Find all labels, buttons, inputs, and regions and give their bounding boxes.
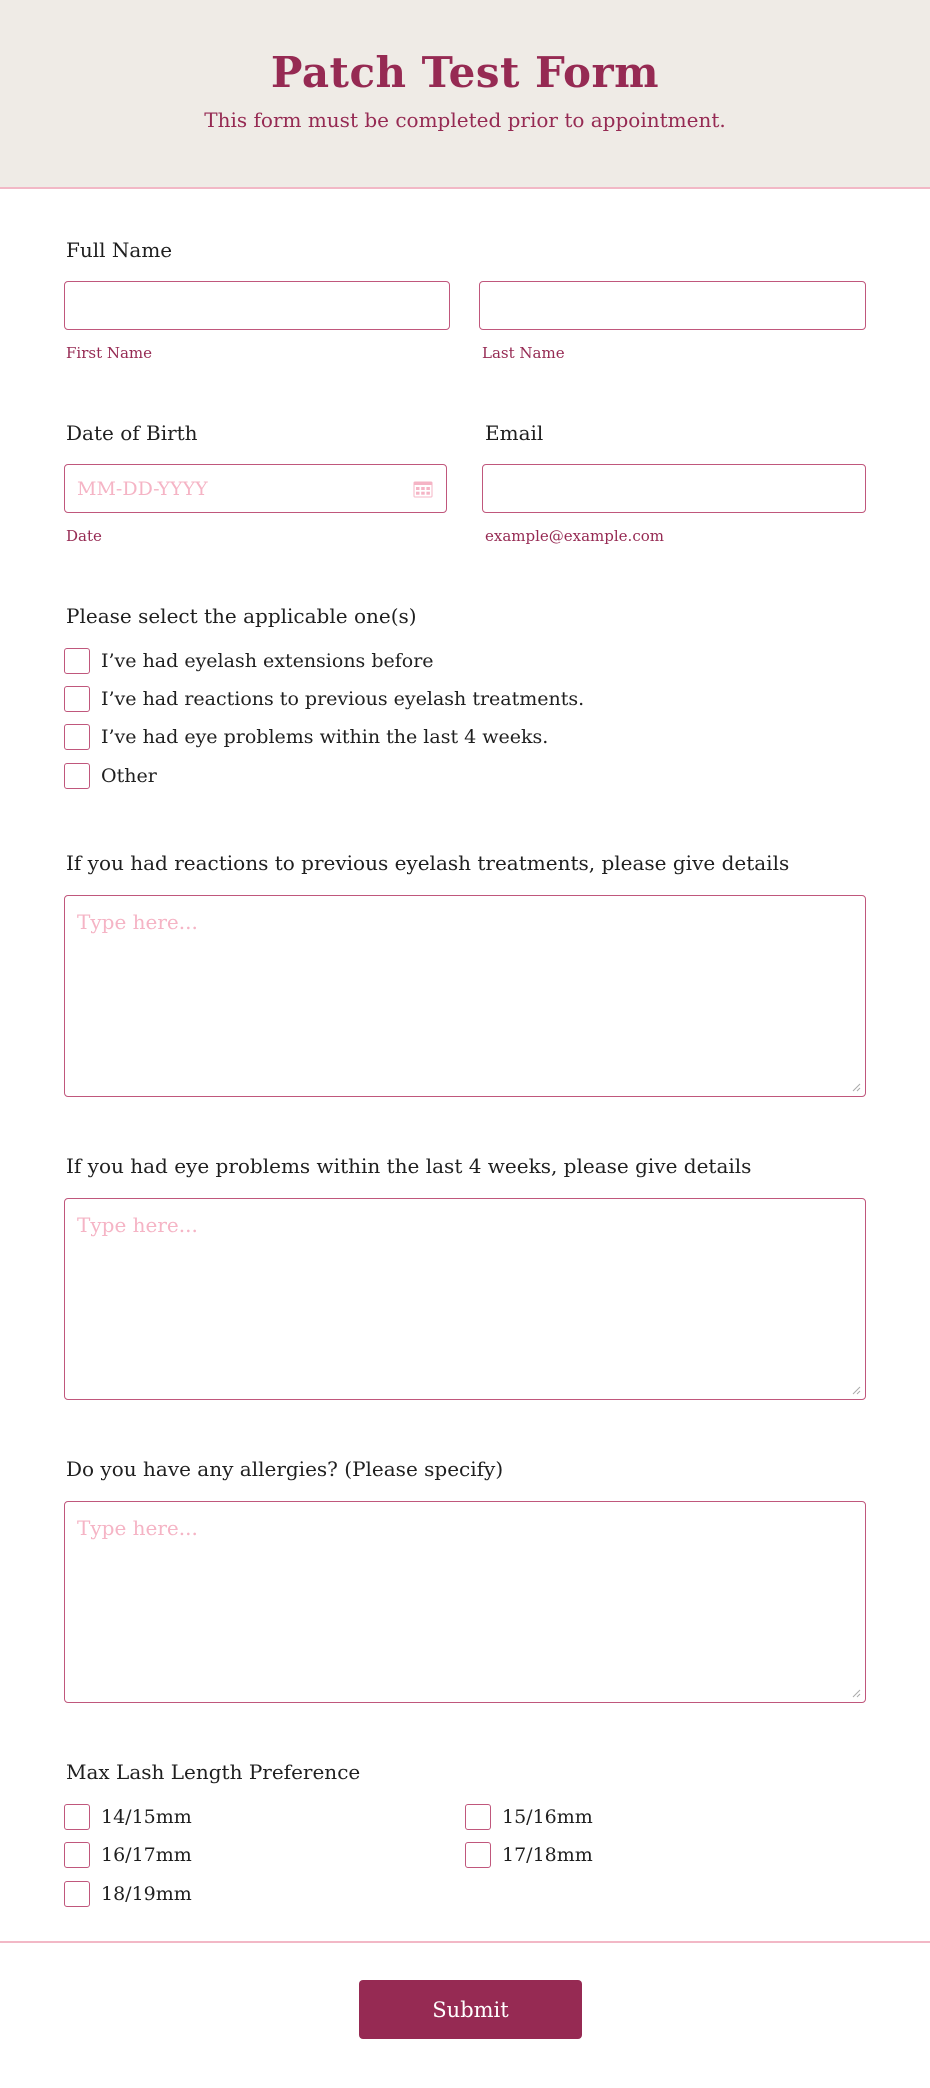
dob-label: Date of Birth	[66, 421, 198, 445]
form-subtitle: This form must be completed prior to appointment.	[204, 108, 726, 132]
applicable-option[interactable]	[64, 762, 157, 790]
checkbox[interactable]	[64, 1881, 90, 1907]
option-label: 14/15mm	[101, 1806, 192, 1828]
checkbox[interactable]	[465, 1842, 491, 1868]
dob-sublabel: Date	[66, 527, 102, 545]
email-input[interactable]	[482, 464, 866, 513]
checkbox[interactable]	[64, 724, 90, 750]
option-label: 18/19mm	[101, 1883, 192, 1905]
resize-grip-icon[interactable]	[851, 1688, 861, 1698]
checkbox[interactable]	[465, 1804, 491, 1830]
full-name-label: Full Name	[66, 238, 173, 262]
applicable-option[interactable]	[64, 723, 548, 751]
lash-length-option[interactable]	[64, 1880, 192, 1908]
checkbox[interactable]	[64, 648, 90, 674]
option-label: I’ve had reactions to previous eyelash treatments.	[101, 688, 585, 710]
checkbox[interactable]	[64, 763, 90, 789]
last-name-input[interactable]	[479, 281, 866, 330]
checkbox[interactable]	[64, 1842, 90, 1868]
allergies-label: Do you have any allergies? (Please specify)	[66, 1457, 504, 1481]
option-label: 17/18mm	[502, 1844, 593, 1866]
email-sublabel: example@example.com	[485, 527, 664, 545]
form-header	[0, 0, 930, 189]
lash-length-option[interactable]	[64, 1803, 192, 1831]
checkbox[interactable]	[64, 1804, 90, 1830]
reactions-textarea[interactable]	[64, 895, 866, 1097]
allergies-textarea[interactable]	[64, 1501, 866, 1703]
dob-input[interactable]	[64, 464, 447, 513]
calendar-icon[interactable]	[413, 480, 433, 498]
option-label: I’ve had eyelash extensions before	[101, 650, 434, 672]
lash-length-option[interactable]	[465, 1841, 593, 1869]
form-title: Patch Test Form	[270, 48, 660, 97]
option-label: 16/17mm	[101, 1844, 192, 1866]
lash-length-label: Max Lash Length Preference	[66, 1760, 361, 1784]
eye-problems-textarea[interactable]	[64, 1198, 866, 1400]
reactions-label: If you had reactions to previous eyelash treatments, please give details	[66, 851, 790, 875]
applicable-label: Please select the applicable one(s)	[66, 604, 417, 628]
first-name-sublabel: First Name	[66, 344, 153, 362]
applicable-option[interactable]	[64, 685, 584, 713]
email-label: Email	[485, 421, 544, 445]
submit-button[interactable]: Submit	[359, 1980, 582, 2039]
eye-problems-label: If you had eye problems within the last 4 weeks, please give details	[66, 1154, 752, 1178]
option-label: 15/16mm	[502, 1806, 593, 1828]
last-name-sublabel: Last Name	[482, 344, 565, 362]
first-name-input[interactable]	[64, 281, 450, 330]
checkbox[interactable]	[64, 686, 90, 712]
lash-length-option[interactable]	[64, 1841, 192, 1869]
option-label: I’ve had eye problems within the last 4 weeks.	[101, 726, 549, 748]
resize-grip-icon[interactable]	[851, 1385, 861, 1395]
footer-divider	[0, 1941, 930, 1943]
resize-grip-icon[interactable]	[851, 1082, 861, 1092]
option-label: Other	[101, 765, 157, 787]
lash-length-option[interactable]	[465, 1803, 593, 1831]
applicable-option[interactable]	[64, 647, 434, 675]
